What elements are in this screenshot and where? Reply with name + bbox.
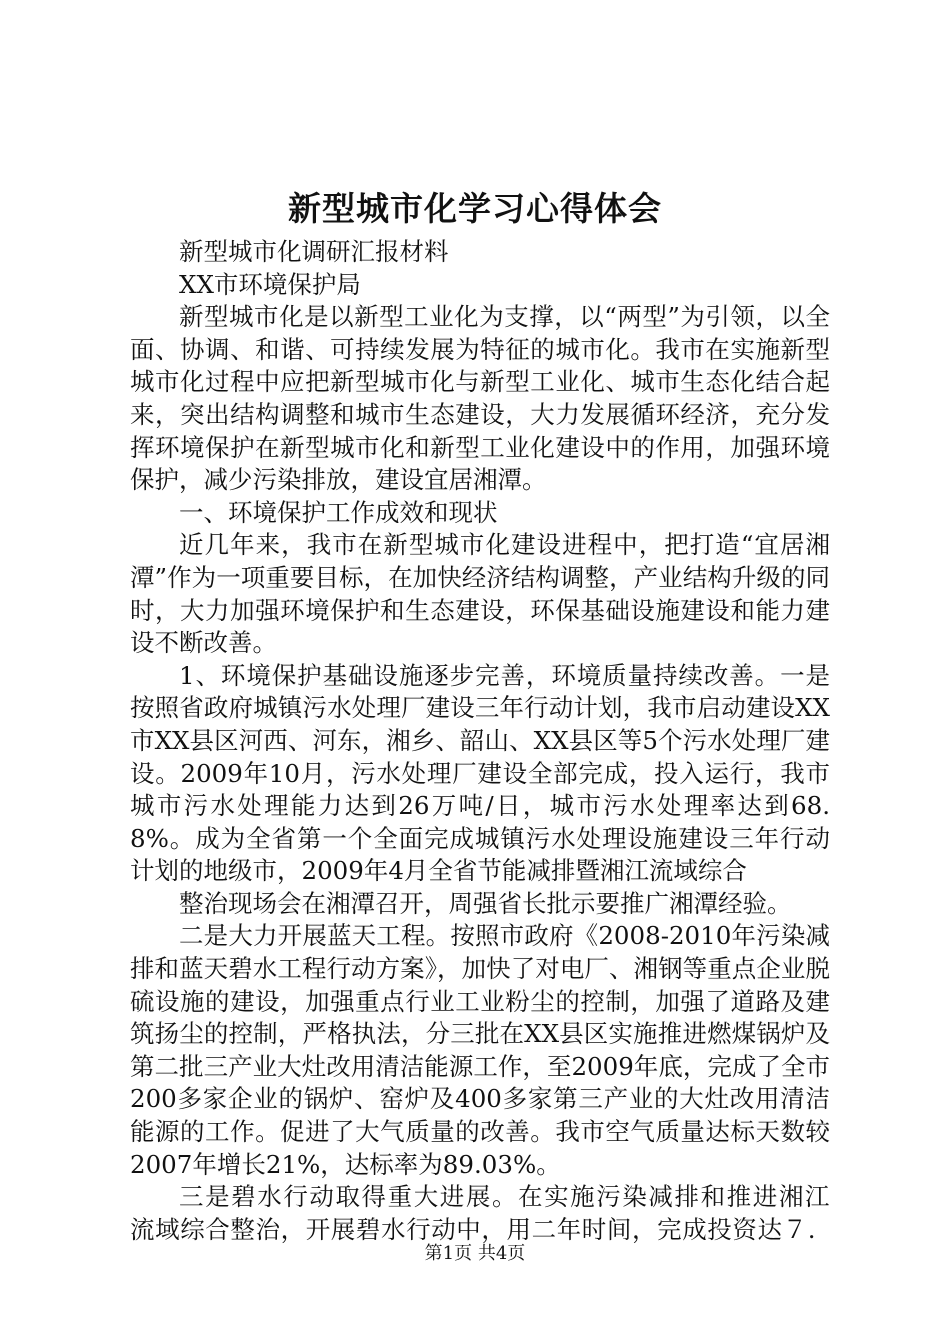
document-body <box>130 236 830 1246</box>
page-number: 第1页 共4页 <box>424 1243 526 1264</box>
paragraph-blue-sky: 二是大力开展蓝天工程。按照市政府《2008-2010年污染减排和蓝天碧水工程行动方案》，加快了对电厂、湘钢等重点企业脱硫设施的建设，加强重点行业工业粉尘的控制，加强了道路及建筑扬尘的控制，严格执法，分三批在XX县区实施推进燃煤锅炉及第二批三产业大灶改用清洁能源工作，至2009年底，完成了全市200多家企业的锅炉、窑炉及400多家第三产业的大灶改用清洁能源的工作。促进了大气质量的改善。我市空气质量达标天数较2007年增长21%，达标率为89.03%。 <box>130 921 830 1179</box>
document-title: 新型城市化学习心得体会 <box>288 189 662 228</box>
paragraph-intro: 新型城市化是以新型工业化为支撑，以“两型”为引领，以全面、协调、和谐、可持续发展为特征的城市化。我市在实施新型城市化过程中应把新型城市化与新型工业化、城市生态化结合起来，突出结构调整和城市生态建设，大力发展循环经济，充分发挥环境保护在新型城市化和新型工业化建设中的作用，加强环境保护，减少污染排放，建设宜居湘潭。 <box>130 302 830 495</box>
paragraph-author: XX市环境保护局 <box>179 269 361 299</box>
paragraph-report-title: 新型城市化调研汇报材料 <box>179 237 449 266</box>
section-heading: 一、环境保护工作成效和现状 <box>179 497 498 527</box>
paragraph-clear-water: 三是碧水行动取得重大进展。在实施污染减排和推进湘江流域综合整治，开展碧水行动中，用二年时间，完成投资达７. <box>130 1182 830 1244</box>
paragraph-infrastructure: 1、环境保护基础设施逐步完善，环境质量持续改善。一是按照省政府城镇污水处理厂建设三年行动计划，我市启动建设XX市XX县区河西、河东，湘乡、韶山、XX县区等5个污水处理厂建设。2009年10月，污水处理厂建设全部完成，投入运行，我市城市污水处理能力达到26万吨/日，城市污水处理率达到68.8%。成为全省第一个全面完成城镇污水处理设施建设三年行动计划的地级市，2009年4月全省节能减排暨湘江流域综合 <box>130 660 830 886</box>
paragraph-continuation: 整治现场会在湘潭召开，周强省长批示要推广湘潭经验。 <box>179 888 792 918</box>
paragraph-overview: 近几年来，我市在新型城市化建设进程中，把打造“宜居湘潭”作为一项重要目标，在加快经济结构调整，产业结构升级的同时，大力加强环境保护和生态建设，环保基础设施建设和能力建设不断改善。 <box>130 530 830 658</box>
